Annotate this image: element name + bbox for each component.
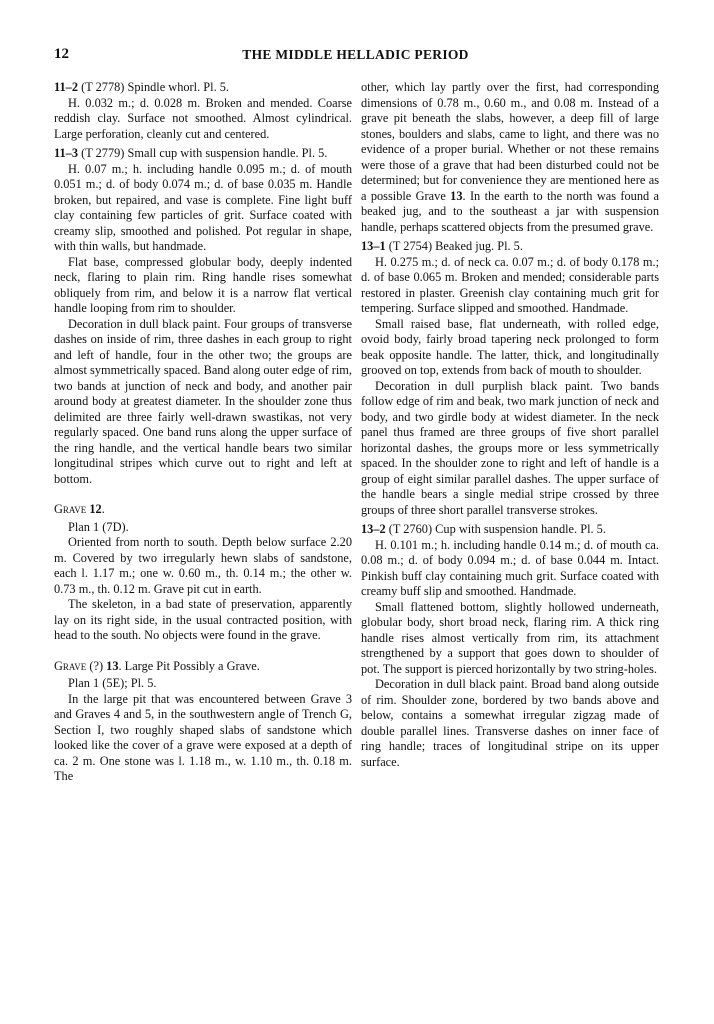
entry-description: H. 0.101 m.; h. including handle 0.14 m.; d. of mouth ca. 0.08 m.; d. of body 0.094 m.; d. of base 0.044 m. Intact. Pinkish buff clay containing much grit. Surface coated with creamy buff slip and smoothed. Handmade.	[361, 537, 659, 598]
entry-heading: (T 2754) Beaked jug. Pl. 5.	[385, 239, 523, 253]
entry-heading: (T 2778) Spindle whorl. Pl. 5.	[78, 80, 229, 94]
entry-shape: Flat base, compressed globular body, deeply indented neck, flaring to plain rim. Ring handle rises somewhat obliquely from rim, and below it is a narrow flat vertical handle looping from rim to shoulder.	[54, 254, 352, 315]
grave-number: 12	[89, 502, 102, 516]
entry-shape: Small raised base, flat underneath, with rolled edge, ovoid body, fairly broad tapering neck prolonged to form beak opposite handle. The latter, thick, and longitudinally grooved on top, extends from back of mouth to shoulder.	[361, 316, 659, 377]
page-header	[54, 46, 657, 68]
page-number: 12	[54, 46, 69, 62]
catalogue-entry-11-3	[54, 146, 352, 162]
catalogue-entry-13-2	[361, 522, 659, 538]
heading-punctuation: .	[101, 502, 105, 516]
grave-12-description: Oriented from north to south. Depth below surface 2.20 m. Covered by two irregularly hewn slabs of sandstone, each l. 1.17 m.; one w. 0.60 m., th. 0.14 m.; the other w. 0.73 m., th. 0.12 m. Grave pit cut in earth.	[54, 535, 352, 596]
catalogue-entry-13-1	[361, 239, 659, 255]
grave-13-plan: Plan 1 (5E); Pl. 5.	[68, 676, 157, 690]
right-column	[361, 80, 659, 770]
grave-13-description: In the large pit that was encountered between Grave 3 and Graves 4 and 5, in the southwestern angle of Trench G, Section I, two roughly shaped slabs of sandstone which looked like the cover of a grave were exposed at a depth of ca. 2 m. One stone was l. 1.18 m., w. 1.10 m., th. 0.18 m. The	[54, 691, 352, 783]
left-column	[54, 80, 352, 785]
grave-number: 13	[450, 188, 463, 203]
entry-decoration: Decoration in dull black paint. Broad band along outside of rim. Shoulder zone, bordered by two bands above and below, contains a somewhat irregular zigzag made of double parallel lines. Transverse dashes on inner face of ring handle; traces of longitudinal stripe on its upper surface.	[361, 677, 659, 769]
entry-number: 13–1	[361, 239, 386, 253]
entry-number: 11–3	[54, 146, 79, 160]
entry-heading: (T 2760) Cup with suspension handle. Pl. 5.	[385, 522, 606, 536]
entry-description: H. 0.275 m.; d. of neck ca. 0.07 m.; d. of body 0.178 m.; d. of base 0.065 m. Broken and mended; considerable parts restored in plaster. Greenish clay containing much grit for tempering. Surface slipped and smoothed. Handmade.	[361, 254, 659, 315]
catalogue-entry-11-2	[54, 80, 352, 96]
grave-12-skeleton: The skeleton, in a bad state of preservation, apparently lay on its right side, in the usual contracted position, with head to the south. No objects were found in the grave.	[54, 597, 352, 642]
entry-description: H. 0.032 m.; d. 0.028 m. Broken and mended. Coarse reddish clay. Surface not smoothed. Almost cylindrical. Large perforation, cleanly cut and centered.	[54, 95, 352, 141]
grave-qualifier: (?)	[86, 658, 107, 673]
entry-number: 11–2	[54, 80, 79, 94]
grave-word: Grave	[54, 658, 87, 673]
continuation-text-end: . In the earth to the north was found a beaked jug, and to the southeast a jar with suspension handle, perhaps scattered objects from the presumed grave.	[361, 188, 659, 234]
grave-13-continuation	[361, 80, 659, 235]
entry-decoration: Decoration in dull purplish black paint. Two bands follow edge of rim and beak, two mark junction of neck and body, and two girdle body at widest diameter. In the neck panel thus framed are three groups of five short parallel horizontal dashes, the groups more or less symmetrically spaced. In the shoulder zone to right and left of handle is a group of eight similar parallel dashes. The upper surface of the handle bears a single medial stripe crossed by three groups of three short parallel transverse strokes.	[361, 378, 659, 517]
entry-number: 13–2	[361, 522, 386, 536]
grave-13-heading	[54, 659, 352, 675]
entry-decoration: Decoration in dull black paint. Four groups of transverse dashes on inside of rim, three dashes in each group to right and left of handle, four in the other two; the groups are almost symmetrically spaced. Band along outer edge of rim, two bands at junction of neck and body, and another pair around body at greatest diameter. In the shoulder zone thus delimited are three fairly well-drawn swastikas, not very regularly spaced. One band runs along the upper surface of the ring handle, and the vertical handle bears two similar longitudinal stripes which curve out to right and left at bottom.	[54, 316, 352, 486]
grave-number: 13	[106, 658, 119, 673]
grave-12-plan: Plan 1 (7D).	[68, 519, 129, 534]
continuation-text: other, which lay partly over the first, had corresponding dimensions of 0.78 m., 0.60 m., and 0.08 m. Instead of a grave pit beneath the slabs, however, a deep fill of large stones, boulders and slabs, came to light, and there was no evidence of a proper burial. Whether or not these remains were those of a grave that had been disturbed could not be determined; but for convenience they are mentioned here as a possible Grave	[361, 80, 659, 203]
grave-12-heading	[54, 502, 352, 518]
entry-shape: Small flattened bottom, slightly hollowed underneath, globular body, short broad neck, flaring rim. A thick ring handle rises almost vertically from rim, its attachment strengthened by a support that goes down to shoulder of pot. The support is pierced horizontally by two string-holes.	[361, 599, 659, 676]
running-title: THE MIDDLE HELLADIC PERIOD	[242, 47, 469, 62]
grave-title: . Large Pit Possibly a Grave.	[118, 658, 260, 673]
grave-word: Grave	[54, 502, 87, 516]
entry-heading: (T 2779) Small cup with suspension handle. Pl. 5.	[78, 146, 328, 160]
entry-description: H. 0.07 m.; h. including handle 0.095 m.; d. of mouth 0.051 m.; d. of body 0.074 m.; d. of base 0.035 m. Handle broken, but repaired, and vase is complete. Fine light buff clay containing few particles of grit. Surface coated with creamy slip, smoothed and polished. Pot regular in shape, with thin walls, but handmade.	[54, 161, 352, 253]
